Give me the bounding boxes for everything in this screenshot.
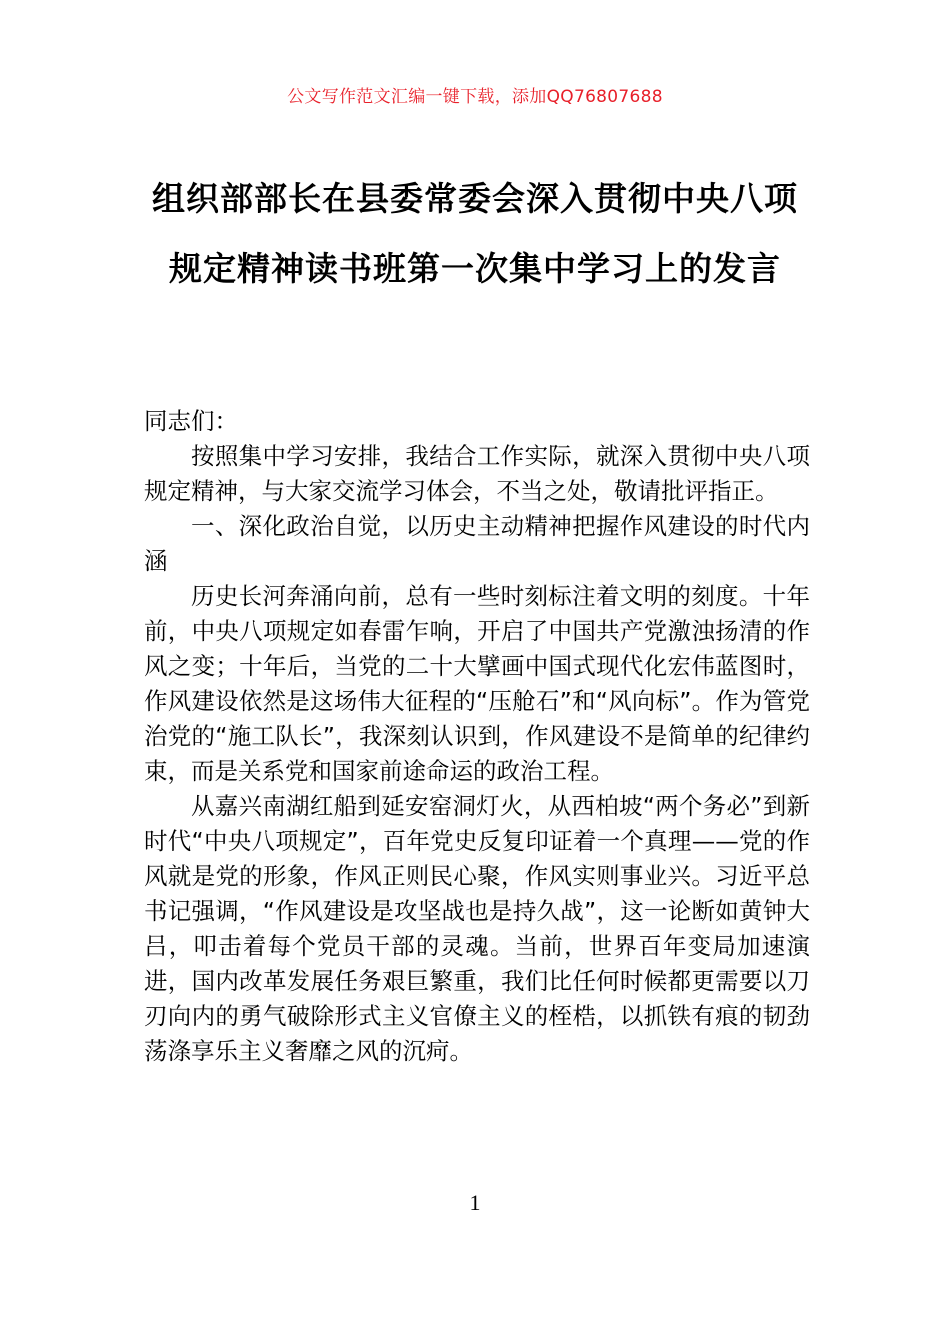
- paragraph-intro: 按照集中学习安排，我结合工作实际，就深入贯彻中央八项规定精神，与大家交流学习体会，不当之处，敬请批评指正。: [144, 442, 810, 505]
- document-body: [144, 404, 810, 1069]
- paragraph: 历史长河奔涌向前，总有一些时刻标注着文明的刻度。十年前，中央八项规定如春雷乍响，开启了中国共产党激浊扬清的作风之变；十年后，当党的二十大擘画中国式现代化宏伟蓝图时，作风建设依然是这场伟大征程的“压舱石”和“风向标”。作为管党治党的“施工队长”，我深刻认识到，作风建设不是简单的纪律约束，而是关系党和国家前途命运的政治工程。: [144, 582, 810, 785]
- document-title: 组织部部长在县委常委会深入贯彻中央八项规定精神读书班第一次集中学习上的发言: [152, 179, 798, 288]
- paragraph: 从嘉兴南湖红船到延安窑洞灯火，从西柏坡“两个务必”到新时代“中央八项规定”，百年党史反复印证着一个真理——党的作风就是党的形象，作风正则民心聚，作风实则事业兴。习近平总书记强调，“作风建设是攻坚战也是持久战”，这一论断如黄钟大吕，叩击着每个党员干部的灵魂。当前，世界百年变局加速演进，国内改革发展任务艰巨繁重，我们比任何时候都更需要以刀刃向内的勇气破除形式主义官僚主义的桎梏，以抓铁有痕的韧劲荡涤享乐主义奢靡之风的沉疴。: [144, 792, 810, 1065]
- download-notice: 公文写作范文汇编一键下载，添加QQ76807688: [287, 87, 663, 107]
- section-heading: 一、深化政治自觉，以历史主动精神把握作风建设的时代内涵: [144, 512, 810, 575]
- page-number: 1: [469, 1190, 481, 1215]
- salutation: 同志们：: [144, 407, 238, 435]
